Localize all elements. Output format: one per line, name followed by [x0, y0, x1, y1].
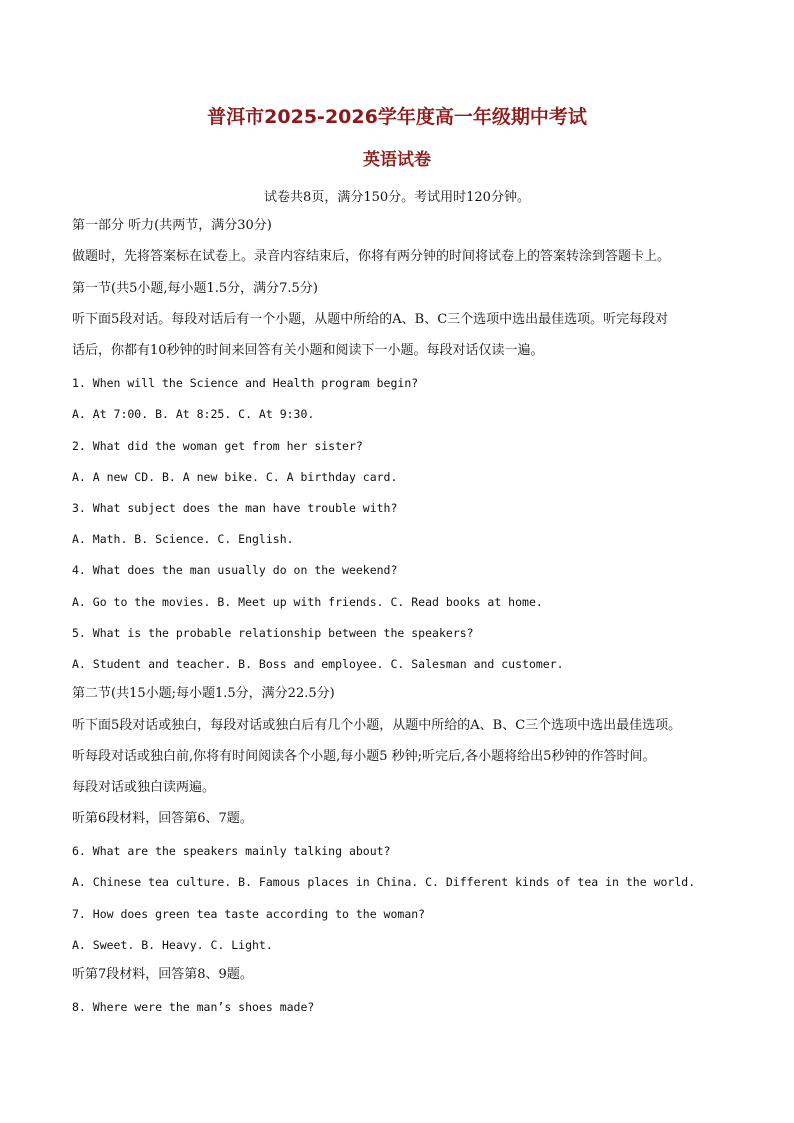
exam-info: 试卷共8页，满分150分。考试用时120分钟。 [264, 190, 530, 205]
section1-instruction-line2: 话后，你都有10秒钟的时间来回答有关小题和阅读下一小题。每段对话仅读一遍。 [72, 343, 544, 358]
question-5-options: A. Student and teacher. B. Boss and employee. C. Salesman and customer. [72, 657, 564, 671]
part1-heading: 第一部分 听力(共两节，满分30分) [72, 218, 272, 233]
section2-heading: 第二节(共15小题;每小题1.5分，满分22.5分) [72, 686, 335, 701]
exam-title: 普洱市2025-2026学年度高一年级期中考试 [207, 106, 587, 128]
question-4: 4. What does the man usually do on the weekend? [72, 563, 398, 577]
question-3: 3. What subject does the man have trouble with? [72, 501, 398, 515]
question-7-options: A. Sweet. B. Heavy. C. Light. [72, 938, 273, 952]
question-5: 5. What is the probable relationship between the speakers? [72, 626, 474, 640]
question-7: 7. How does green tea taste according to the woman? [72, 907, 426, 921]
question-1: 1. When will the Science and Health program begin? [72, 376, 419, 390]
question-4-options: A. Go to the movies. B. Meet up with friends. C. Read books at home. [72, 595, 543, 609]
section2-instruction-line2: 听每段对话或独白前,你将有时间阅读各个小题,每小题5 秒钟;听完后,各小题将给出5秒钟的作答时间。 [72, 749, 656, 764]
question-1-options: A. At 7:00. B. At 8:25. C. At 9:30. [72, 407, 315, 421]
material-6-label: 听第6段材料，回答第6、7题。 [72, 811, 253, 826]
question-8: 8. Where were the man’s shoes made? [72, 1000, 315, 1014]
question-2-options: A. A new CD. B. A new bike. C. A birthday card. [72, 470, 398, 484]
section1-instruction-line1: 听下面5段对话。每段对话后有一个小题，从题中所给的A、B、C三个选项中选出最佳选项。听完每段对 [72, 312, 669, 327]
part1-instruction: 做题时，先将答案标在试卷上。录音内容结束后，你将有两分钟的时间将试卷上的答案转涂到答题卡上。 [72, 249, 671, 264]
section2-instruction-line1: 听下面5段对话或独白，每段对话或独白后有几个小题，从题中所给的A、B、C三个选项中选出最佳选项。 [72, 718, 682, 733]
material-7-label: 听第7段材料，回答第8、9题。 [72, 967, 253, 982]
exam-subject-title: 英语试卷 [363, 150, 431, 170]
question-6: 6. What are the speakers mainly talking about? [72, 844, 391, 858]
section2-instruction-line3: 每段对话或独白读两遍。 [72, 780, 216, 795]
question-2: 2. What did the woman get from her sister? [72, 439, 363, 453]
question-3-options: A. Math. B. Science. C. English. [72, 532, 294, 546]
section1-heading: 第一节(共5小题,每小题1.5分，满分7.5分) [72, 281, 318, 296]
question-6-options: A. Chinese tea culture. B. Famous places in China. C. Different kinds of tea in the world. [72, 875, 696, 889]
